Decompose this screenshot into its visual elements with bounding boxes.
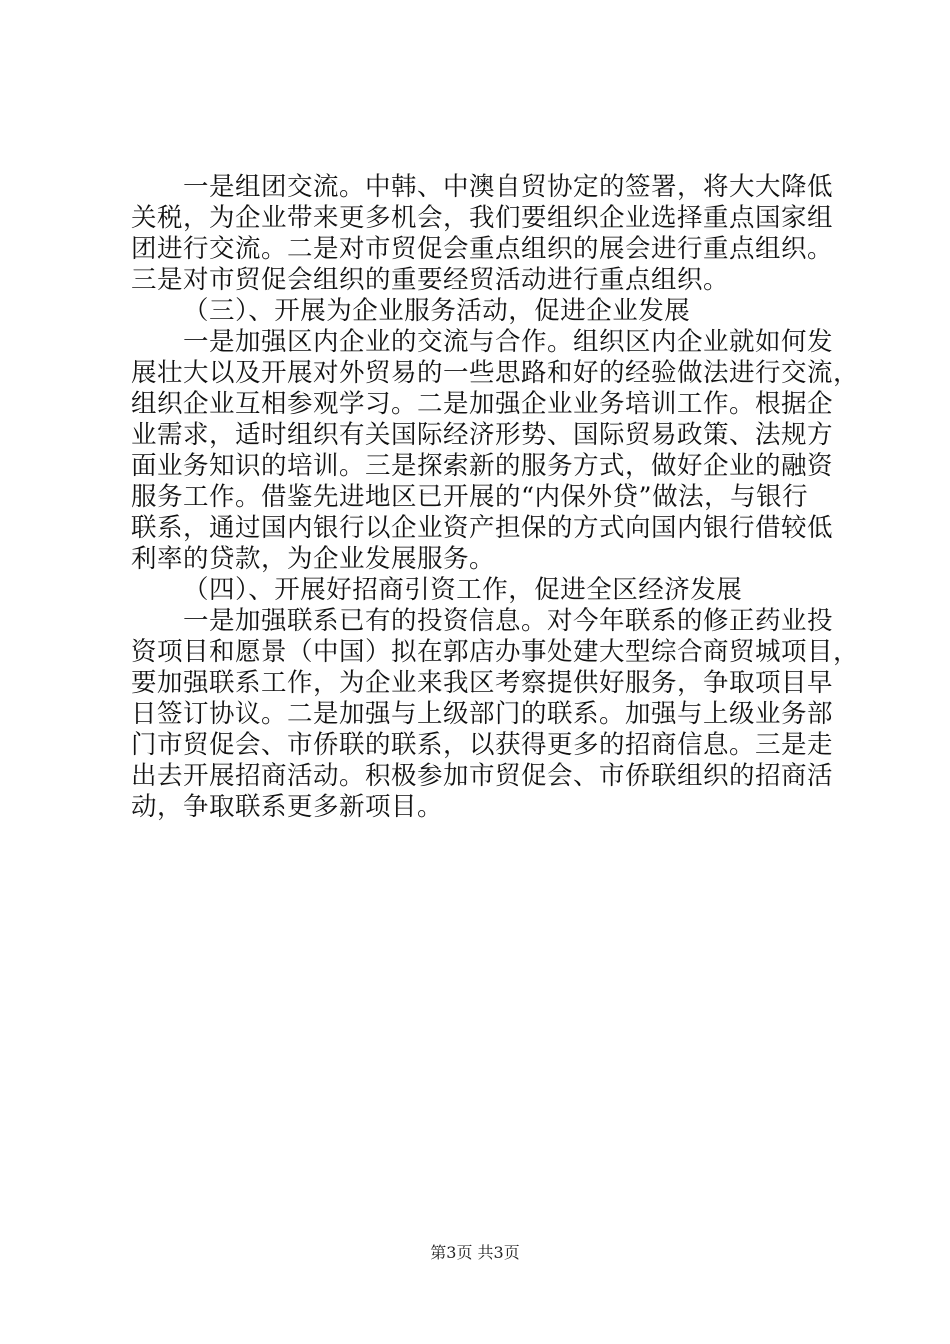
- paragraph-1-line-3: 团进行交流。二是对市贸促会重点组织的展会进行重点组织。: [131, 234, 834, 264]
- paragraph-2-line-1: 一是加强区内企业的交流与合作。组织区内企业就如何发: [183, 327, 834, 357]
- section-heading-4: （四）、开展好招商引资工作，促进全区经济发展: [183, 575, 743, 605]
- paragraph-1-line-1: 一是组团交流。中韩、中澳自贸协定的签署，将大大降低: [183, 172, 834, 202]
- paragraph-3-line-3: 要加强联系工作，为企业来我区考察提供好服务，争取项目早: [131, 668, 834, 698]
- paragraph-1-line-4: 三是对市贸促会组织的重要经贸活动进行重点组织。: [131, 265, 730, 295]
- paragraph-2-line-7: 联系，通过国内银行以企业资产担保的方式向国内银行借较低: [131, 513, 834, 543]
- page-number-label: 第3页 共3页: [430, 1243, 520, 1262]
- paragraph-2-line-6: 服务工作。借鉴先进地区已开展的“内保外贷”做法，与银行: [131, 482, 809, 512]
- paragraph-2-line-4: 业需求，适时组织有关国际经济形势、国际贸易政策、法规方: [131, 420, 834, 450]
- paragraph-2-line-3: 组织企业互相参观学习。二是加强企业业务培训工作。根据企: [131, 389, 834, 419]
- document-body: [131, 172, 860, 823]
- paragraph-3-line-1: 一是加强联系已有的投资信息。对今年联系的修正药业投: [183, 606, 834, 636]
- paragraph-2-line-2: 展壮大以及开展对外贸易的一些思路和好的经验做法进行交流，: [131, 358, 860, 388]
- paragraph-3-line-7: 动，争取联系更多新项目。: [131, 792, 444, 822]
- paragraph-3-line-4: 日签订协议。二是加强与上级部门的联系。加强与上级业务部: [131, 699, 834, 729]
- paragraph-1-line-2: 关税，为企业带来更多机会，我们要组织企业选择重点国家组: [131, 203, 834, 233]
- page-footer: [0, 1243, 950, 1263]
- paragraph-3-line-2: 资项目和愿景（中国）拟在郭店办事处建大型综合商贸城项目，: [131, 637, 860, 667]
- paragraph-3-line-6: 出去开展招商活动。积极参加市贸促会、市侨联组织的招商活: [131, 761, 834, 791]
- paragraph-3-line-5: 门市贸促会、市侨联的联系，以获得更多的招商信息。三是走: [131, 730, 834, 760]
- paragraph-2-line-5: 面业务知识的培训。三是探索新的服务方式，做好企业的融资: [131, 451, 834, 481]
- section-heading-3: （三）、开展为企业服务活动，促进企业发展: [183, 296, 691, 326]
- paragraph-2-line-8: 利率的贷款，为企业发展服务。: [131, 544, 496, 574]
